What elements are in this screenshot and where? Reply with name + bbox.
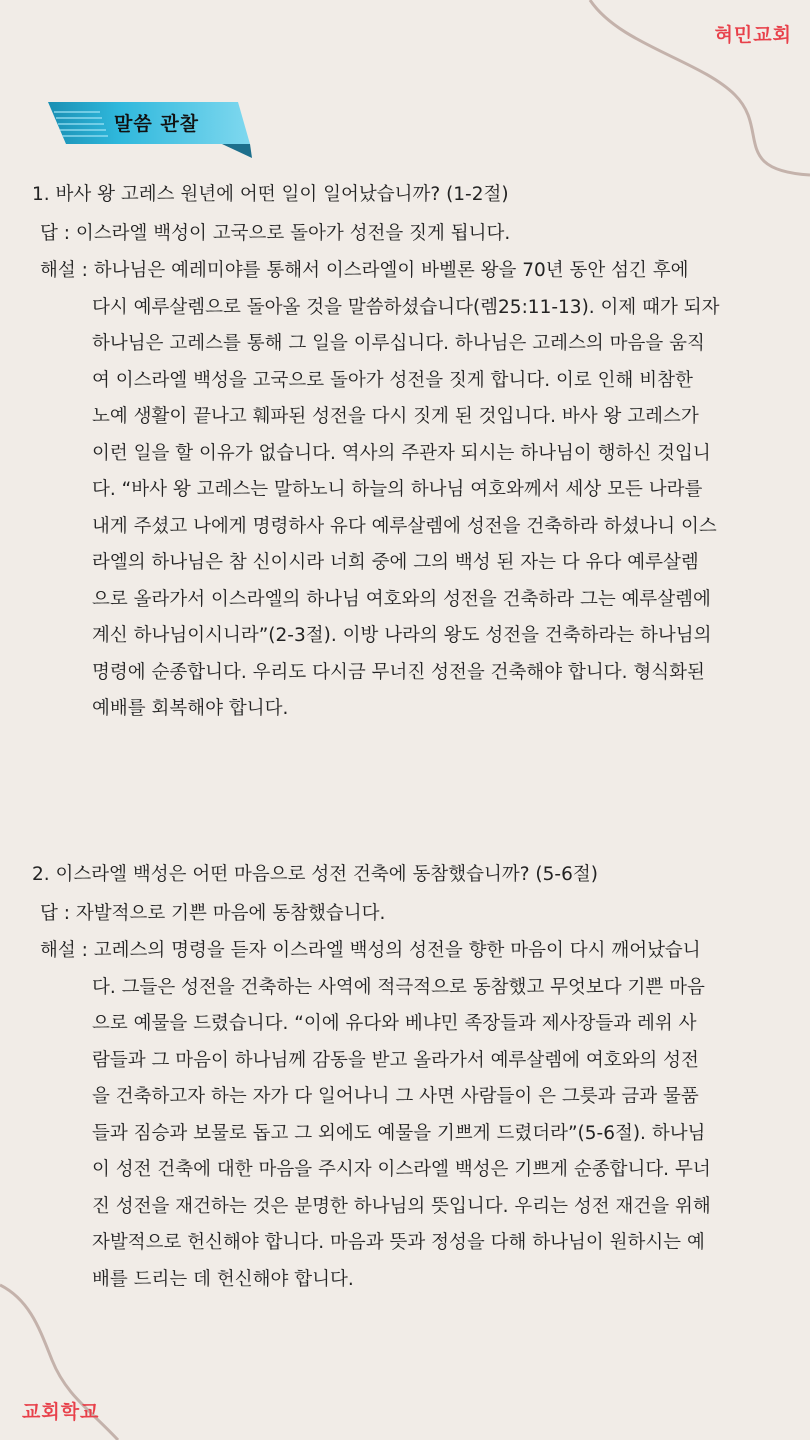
explanation-1-line: 다시 예루살렘으로 돌아올 것을 말씀하셨습니다(렘25:11-13). 이제 때가 되자 xyxy=(92,296,720,318)
explanation-1-line: 노예 생활이 끝나고 훼파된 성전을 다시 짓게 된 것입니다. 바사 왕 고레스가 xyxy=(92,406,699,427)
explanation-1-line: 하나님은 고레스를 통해 그 일을 이루십니다. 하나님은 고레스의 마음을 움직 xyxy=(92,333,705,354)
question-2: 2. 이스라엘 백성은 어떤 마음으로 성전 건축에 동참했습니까? (5-6절) xyxy=(32,864,598,885)
explanation-2-body xyxy=(92,970,792,1299)
explanation-2-line-1: 고레스의 명령을 듣자 이스라엘 백성의 성전을 향한 마음이 다시 깨어났습니 xyxy=(93,940,701,961)
explanation-1-line: 이런 일을 할 이유가 없습니다. 역사의 주관자 되시는 하나님이 행하신 것입니 xyxy=(92,442,711,464)
section-title: 말씀 관찰 xyxy=(114,113,200,135)
church-name-top: 혀민교회 xyxy=(714,24,792,46)
explanation-1-line-1: 하나님은 예레미야를 통해서 이스라엘이 바벨론 왕을 70년 동안 섬긴 후에 xyxy=(93,260,689,281)
explanation-1-line: 다. “바사 왕 고레스는 말하노니 하늘의 하나님 여호와께서 세상 모든 나라를 xyxy=(92,479,703,500)
explanation-2 xyxy=(32,933,792,1298)
explanation-1-line: 명령에 순종합니다. 우리도 다시금 무너진 성전을 건축해야 합니다. 형식화된 xyxy=(92,661,705,683)
explanation-2-line: 으로 예물을 드렸습니다. “이에 유다와 베냐민 족장들과 제사장들과 레위 사 xyxy=(92,1013,697,1034)
qa-item-1 xyxy=(32,178,792,728)
explanation-1-line: 여 이스라엘 백성을 고국으로 돌아가 성전을 짓게 합니다. 이로 인해 비참한 xyxy=(92,369,693,391)
explanation-2-line: 자발적으로 헌신해야 합니다. 마음과 뜻과 정성을 다해 하나님이 원하시는 예 xyxy=(92,1232,705,1253)
explanation-1-first-line xyxy=(40,253,792,290)
church-school-bottom: 교회학교 xyxy=(22,1401,100,1423)
explanation-2-line: 진 성전을 재건하는 것은 분명한 하나님의 뜻입니다. 우리는 성전 재건을 위해 xyxy=(92,1195,711,1217)
explanation-2-label: 해설 : xyxy=(40,940,88,961)
explanation-2-line: 을 건축하고자 하는 자가 다 일어나니 그 사면 사람들이 은 그릇과 금과 물품 xyxy=(92,1086,699,1107)
explanation-2-first-line xyxy=(40,933,792,970)
explanation-2-line: 다. 그들은 성전을 건축하는 사역에 적극적으로 동참했고 무엇보다 기쁜 마음 xyxy=(92,976,705,998)
answer-1: 답 : 이스라엘 백성이 고국으로 돌아가 성전을 짓게 됩니다. xyxy=(40,223,511,244)
explanation-1-line: 계신 하나님이시니라”(2-3절). 이방 나라의 왕도 성전을 건축하라는 하나님의 xyxy=(92,625,712,646)
explanation-1-line: 내게 주셨고 나에게 명령하사 유다 예루살렘에 성전을 건축하라 하셨나니 이스 xyxy=(92,515,717,537)
explanation-1-line: 예배를 회복해야 합니다. xyxy=(92,698,289,719)
explanation-1 xyxy=(32,253,792,728)
explanation-1-line: 으로 올라가서 이스라엘의 하나님 여호와의 성전을 건축하라 그는 예루살렘에 xyxy=(92,588,711,610)
qa-item-2 xyxy=(32,858,792,1298)
explanation-2-line: 람들과 그 마음이 하나님께 감동을 받고 올라가서 예루살렘에 여호와의 성전 xyxy=(92,1049,699,1071)
question-1: 1. 바사 왕 고레스 원년에 어떤 일이 일어났습니까? (1-2절) xyxy=(32,184,509,205)
explanation-1-body xyxy=(92,290,792,728)
explanation-1-line: 라엘의 하나님은 참 신이시라 너희 중에 그의 백성 된 자는 다 유다 예루살렘 xyxy=(92,552,699,573)
explanation-2-line: 들과 짐승과 보물로 돕고 그 외에도 예물을 기쁘게 드렸더라”(5-6절). 하나님 xyxy=(92,1122,706,1144)
explanation-2-line: 이 성전 건축에 대한 마음을 주시자 이스라엘 백성은 기쁘게 순종합니다. 무너 xyxy=(92,1159,711,1180)
answer-2: 답 : 자발적으로 기쁜 마음에 동참했습니다. xyxy=(40,903,386,924)
explanation-1-label: 해설 : xyxy=(40,260,88,281)
section-banner xyxy=(44,100,254,160)
explanation-2-line: 배를 드리는 데 헌신해야 합니다. xyxy=(92,1268,354,1290)
